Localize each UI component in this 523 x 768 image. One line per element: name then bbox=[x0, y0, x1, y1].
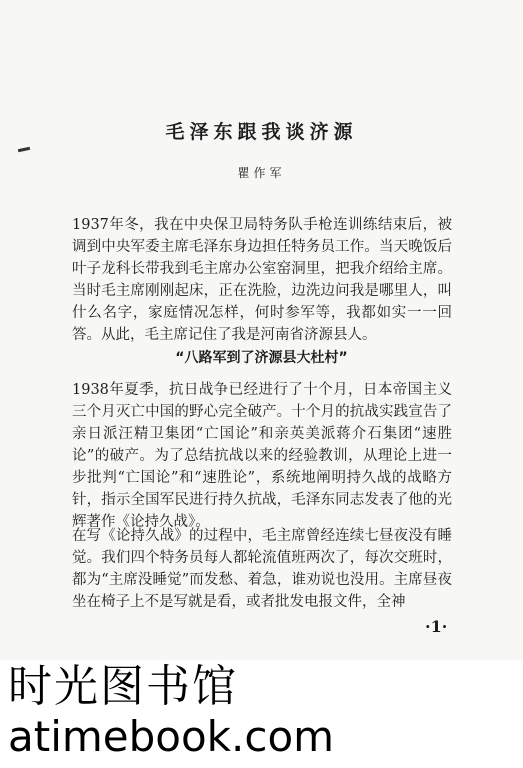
article-title: 毛泽东跟我谈济源 bbox=[165, 121, 358, 143]
paragraph: 1938年夏季，抗日战争已经进行了十个月，日本帝国主义三个月灭亡中国的野心完全破产。十个月的抗战实践宣告了亲日派汪精卫集团“亡国论”和亲英美派蒋介石集团“速胜论”的破产。为了总结抗战以来的经验教训，从理论上进一步批判“亡国论”和“速胜论”，系统地阐明持久战的战略方针，指示全国军民进行持久抗战，毛泽东同志发表了他的光辉著作《论持久战》。 bbox=[72, 382, 452, 530]
article-author: 瞿作军 bbox=[237, 166, 286, 180]
section-heading: “八路军到了济源县大杜村” bbox=[175, 350, 348, 366]
page-number: ·1· bbox=[425, 617, 448, 636]
watermark-site-url: atimebook.com bbox=[8, 712, 335, 761]
watermark-site-name: 时光图书馆 bbox=[8, 661, 238, 712]
paragraph: 在写《论持久战》的过程中，毛主席曾经连续七昼夜没有睡觉。我们四个特务员每人都轮流值班两次了，每次交班时，都为“主席没睡觉”而发愁、着急，谁劝说也没用。主席昼夜坐在椅子上不是写就是看，或者批发电报文件，全神 bbox=[72, 528, 452, 610]
scan-mark bbox=[18, 147, 30, 152]
paragraph: 1937年冬，我在中央保卫局特务队手枪连训练结束后，被调到中央军委主席毛泽东身边担任特务员工作。当天晚饭后叶子龙科长带我到毛主席办公室窑洞里，把我介绍给主席。当时毛主席刚刚起床，正在洗脸，边洗边问我是哪里人，叫什么名字，家庭情况怎样，何时参军等，我都如实一一回答。从此，毛主席记住了我是河南省济源县人。 bbox=[72, 217, 452, 343]
